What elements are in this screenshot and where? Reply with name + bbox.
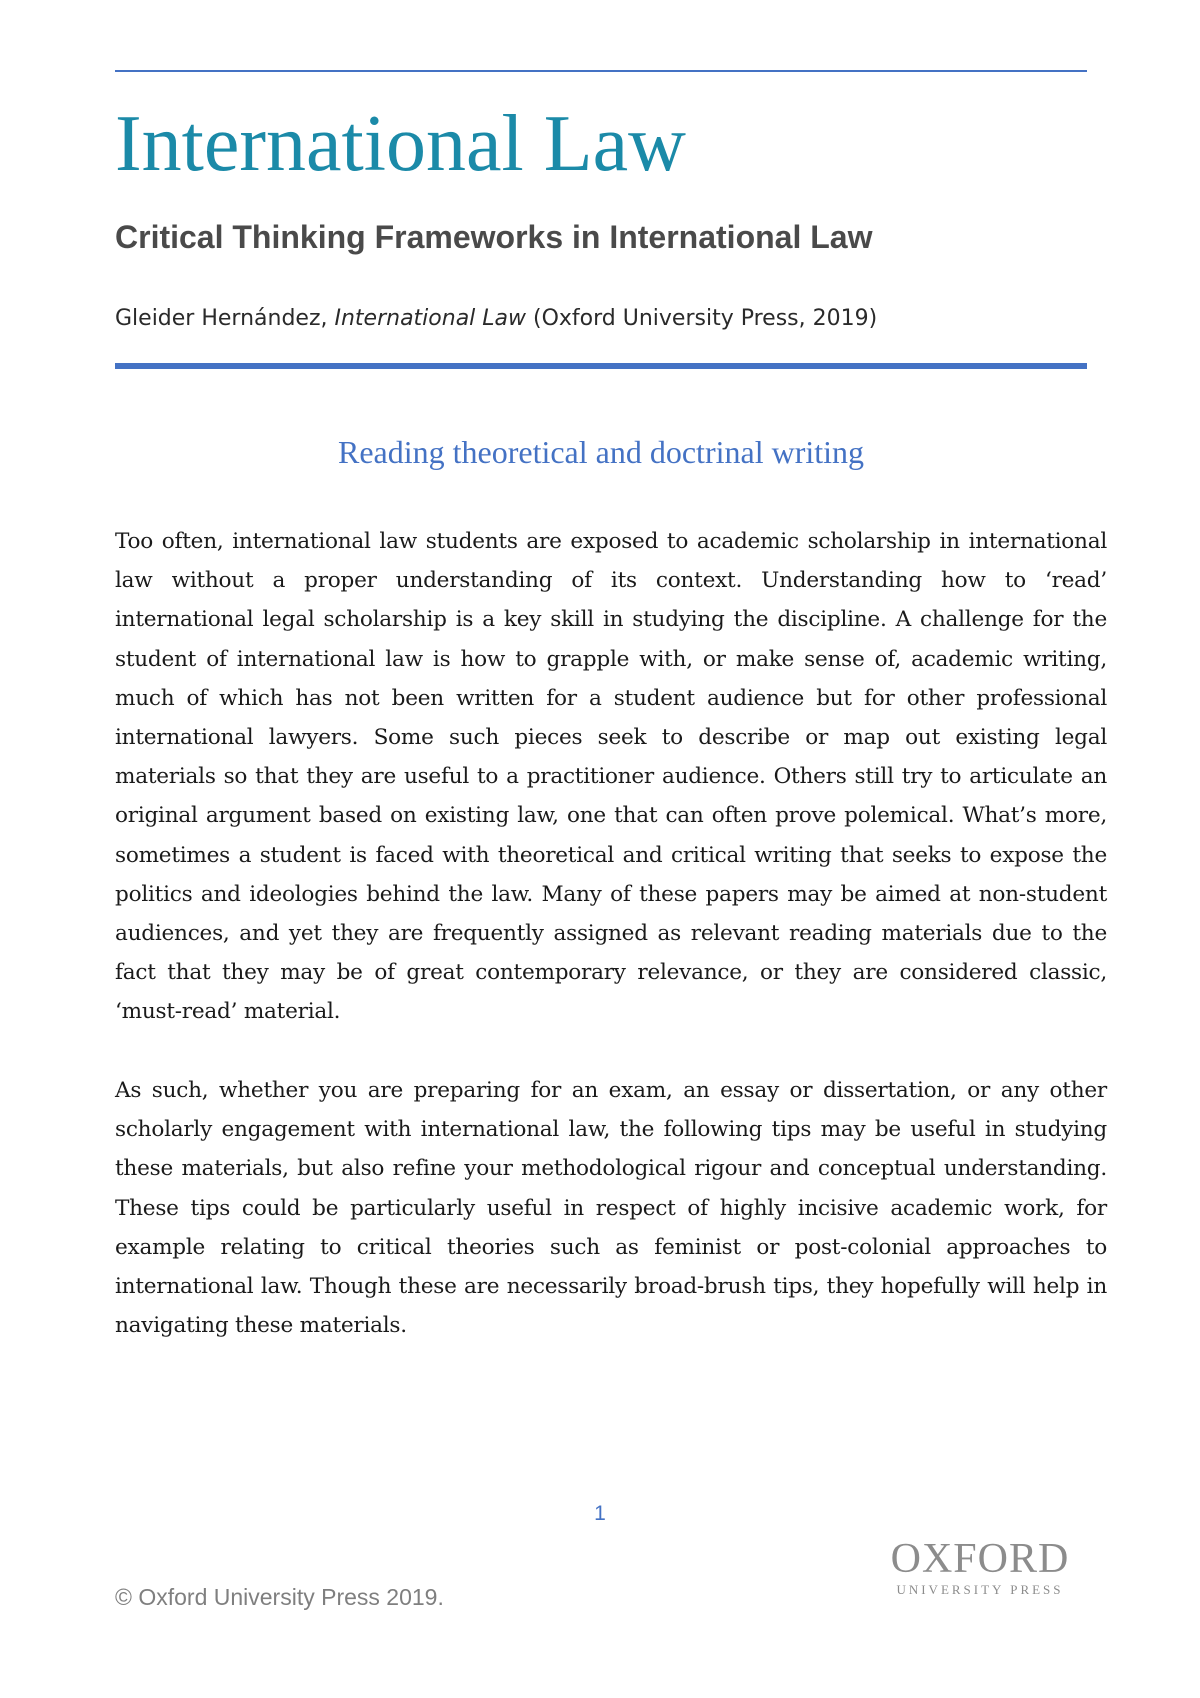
body-paragraph-1: Too often, international law students are exposed to academic scholarship in international law without a proper understanding of its context. Understanding how to ‘read’ international legal scholarship is a key skill in studying the discipline. A challenge for the student of international law is how to grapple with, or make sense of, academic writing, much of which has not been written for a student audience but for other professional international lawyers. Some such pieces seek to describe or map out existing legal materials so that they are useful to a practitioner audience. Others still try to articulate an original argument based on existing law, one that can often prove polemical. What’s more, sometimes a student is faced with theoretical and critical writing that seeks to expose the politics and ideologies behind the law. Many of these papers may be aimed at non-student audiences, and yet they are frequently assigned as relevant reading materials due to the fact that they may be of great contemporary relevance, or they are considered classic, ‘must-read’ material. bbox=[115, 529, 1107, 1025]
copyright-notice: © Oxford University Press 2019. bbox=[115, 1584, 444, 1610]
section-heading: Reading theoretical and doctrinal writing bbox=[337, 434, 865, 470]
citation-author: Gleider Hernández, bbox=[115, 306, 335, 331]
body-paragraph-2: As such, whether you are preparing for an exam, an essay or dissertation, or any other scholarly engagement with international law, the following tips may be useful in studying these materials, but also refine your methodological rigour and conceptual understanding. These tips could be particularly useful in respect of highly incisive academic work, for example relating to critical theories such as feminist or post-colonial approaches to international law. Though these are necessarily broad-brush tips, they hopefully will help in navigating these materials. bbox=[115, 1078, 1107, 1339]
document-title: International Law bbox=[115, 100, 686, 188]
logo-subtitle: UNIVERSITY PRESS bbox=[896, 1582, 1064, 1597]
top-divider bbox=[115, 70, 1087, 72]
citation-publisher: (Oxford University Press, 2019) bbox=[526, 306, 878, 331]
document-subtitle: Critical Thinking Frameworks in International Law bbox=[115, 219, 873, 255]
header-divider bbox=[115, 363, 1087, 369]
logo-wordmark: OXFORD bbox=[890, 1536, 1070, 1582]
source-citation bbox=[115, 304, 877, 334]
oxford-university-press-logo bbox=[870, 1537, 1090, 1599]
citation-book-title: International Law bbox=[334, 306, 527, 331]
page-number: 1 bbox=[594, 1502, 606, 1525]
